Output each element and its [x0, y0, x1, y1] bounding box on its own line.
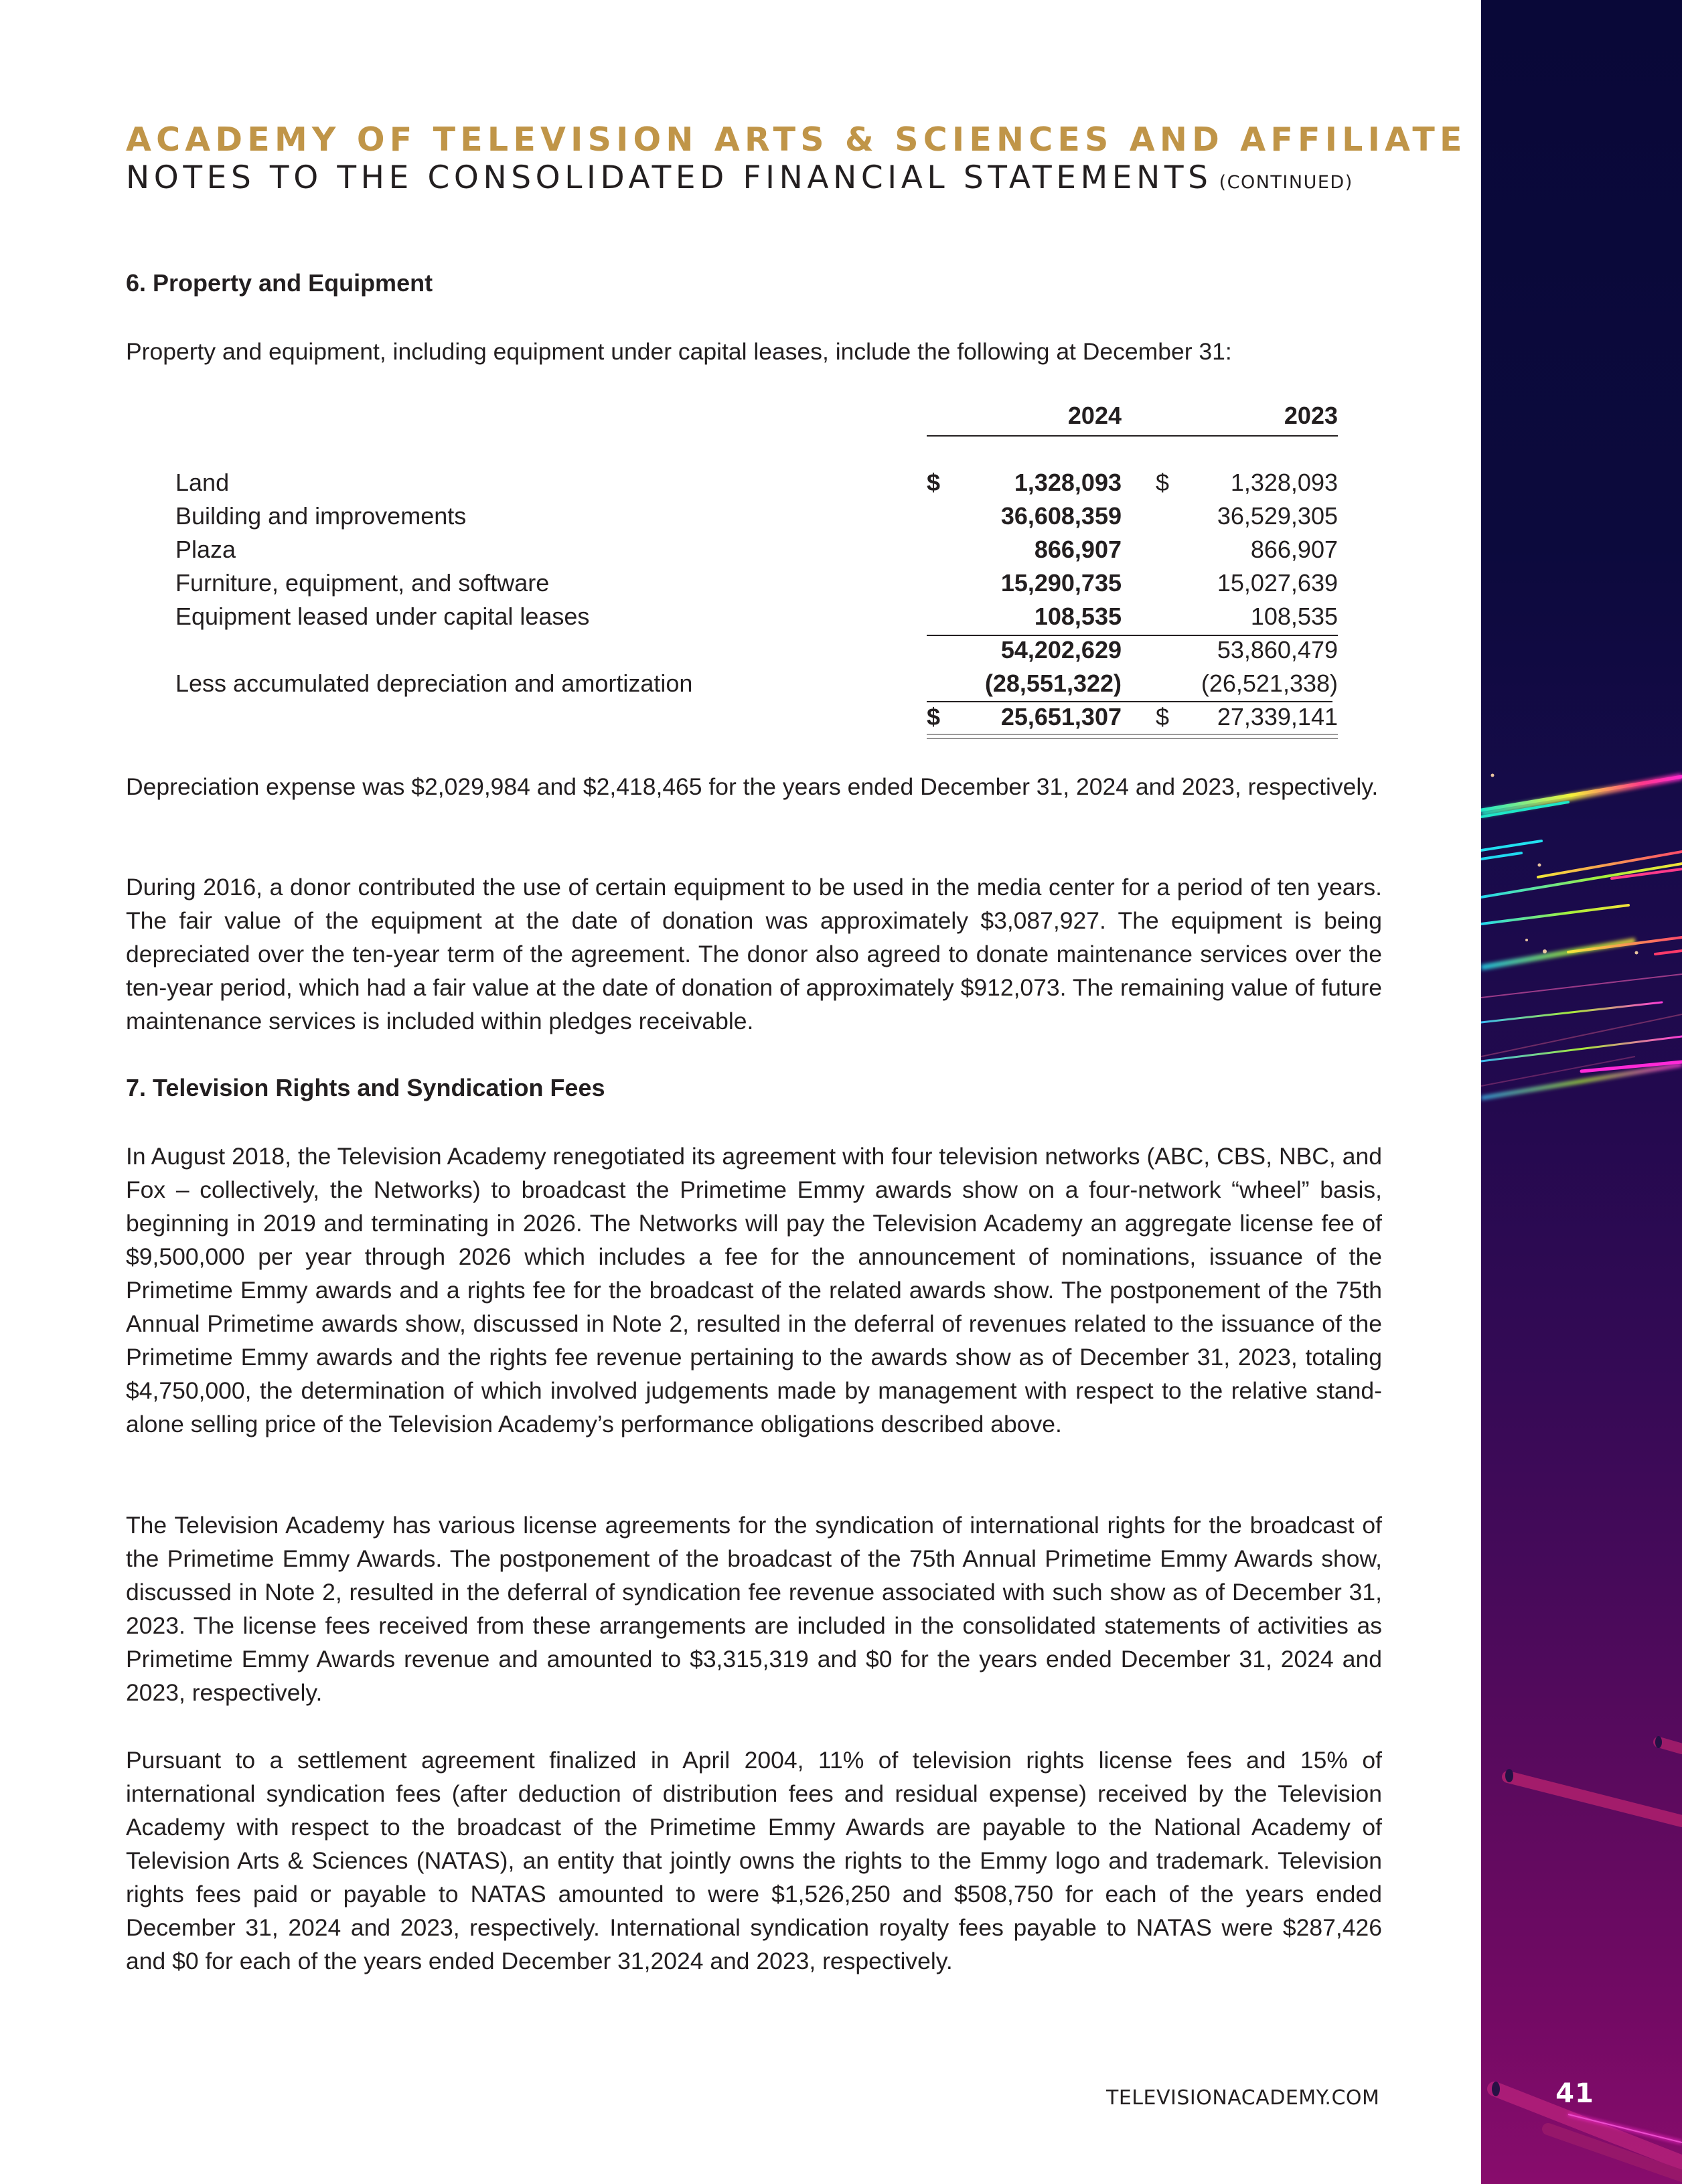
row-label: Building and improvements — [175, 502, 467, 530]
header-rule — [927, 435, 1338, 437]
page-title-text: NOTES TO THE CONSOLIDATED FINANCIAL STATEMENTS — [126, 159, 1213, 196]
currency-2024: $ — [927, 703, 941, 730]
footer-website: TELEVISIONACADEMY.COM — [1106, 2086, 1380, 2110]
value-2024: 15,290,735 — [1000, 569, 1122, 597]
column-header-2023: 2023 — [1284, 402, 1338, 429]
table-header-row — [126, 399, 1351, 433]
value-2023: 866,907 — [1250, 536, 1338, 563]
table-row — [126, 499, 1351, 533]
value-2024: 108,535 — [1034, 603, 1122, 630]
page-number: 41 — [1555, 2078, 1594, 2109]
table-row — [126, 667, 1351, 700]
value-2023: 15,027,639 — [1217, 569, 1338, 597]
row-label: Furniture, equipment, and software — [175, 569, 550, 597]
neon-light-streaks-graphic — [1481, 0, 1682, 2184]
value-2024: (28,551,322) — [984, 670, 1122, 697]
value-2023: (26,521,338) — [1201, 670, 1338, 697]
currency-2024: $ — [927, 469, 941, 496]
row-label: Plaza — [175, 536, 236, 563]
table-row — [126, 466, 1351, 499]
value-2023: 1,328,093 — [1230, 469, 1338, 496]
currency-2023: $ — [1156, 469, 1170, 496]
value-2023: 36,529,305 — [1217, 502, 1338, 530]
page-title — [126, 159, 1353, 196]
column-header-2024: 2024 — [1067, 402, 1122, 429]
value-2024: 54,202,629 — [1000, 636, 1122, 664]
value-2024: 36,608,359 — [1000, 502, 1122, 530]
table-row — [126, 566, 1351, 600]
row-label: Equipment leased under capital leases — [175, 603, 590, 630]
currency-2023: $ — [1156, 703, 1170, 730]
syndication-paragraph: The Television Academy has various license agreements for the syndication of international rights for the broadcast of the Primetime Emmy Awards. The postponement of the broadcast of the 75th Annual Primetime Emmy Awards show, discussed in Note 2, resulted in the deferral of syndication fee revenue associated with such show as of December 31, 2023. The license fees received from these arrangements are included in the consolidated statements of activities as Primetime Emmy Awards revenue and amounted to $3,315,319 and $0 for the years ended December 31, 2024 and 2023, respectively. — [126, 1512, 1382, 1706]
table-row — [126, 600, 1351, 633]
network-agreement-paragraph: In August 2018, the Television Academy renegotiated its agreement with four television networks (ABC, CBS, NBC, and Fox – collectively, the Networks) to broadcast the Primetime Emmy awards show on a four-network “wheel” basis, beginning in 2019 and terminating in 2026. The Networks will pay the Television Academy an aggregate license fee of $9,500,000 per year through 2026 which includes a fee for the announcement of nominations, issuance of the Primetime Emmy awards and a rights fee for the broadcast of the related awards show. The postponement of the 75th Annual Primetime awards show, discussed in Note 2, resulted in the deferral of revenues related to the issuance of the Primetime Emmy awards and the rights fee revenue pertaining to the awards show as of December 31, 2023, totaling $4,750,000, the determination of which involved judgements made by management with respect to the relative stand-alone selling price of the Television Academy’s performance obligations described above. — [126, 1143, 1382, 1437]
row-label: Less accumulated depreciation and amortization — [175, 670, 693, 697]
table-row-subtotal — [126, 633, 1351, 667]
table-row — [126, 533, 1351, 566]
decorative-side-panel — [1481, 0, 1682, 2184]
value-2024: 1,328,093 — [1014, 469, 1122, 496]
donor-equipment-paragraph: During 2016, a donor contributed the use of certain equipment to be used in the media center for a period of ten years. The fair value of the equipment at the date of donation was approximately $3,087,927. The equipment is being depreciated over the ten-year term of the agreement. The donor also agreed to donate maintenance services over the ten-year period, which had a fair value at the date of donation of approximately $912,073. The remaining value of future maintenance services is included within pledges receivable. — [126, 874, 1382, 1034]
section-7-heading: 7. Television Rights and Syndication Fees — [126, 1074, 605, 1101]
value-2024: 25,651,307 — [1000, 703, 1122, 730]
value-2024: 866,907 — [1034, 536, 1122, 563]
row-label: Land — [175, 469, 230, 496]
value-2023: 53,860,479 — [1217, 636, 1338, 664]
table-row-total — [126, 700, 1351, 734]
value-2023: 108,535 — [1250, 603, 1338, 630]
section-6-heading: 6. Property and Equipment — [126, 269, 433, 297]
section-6-intro: Property and equipment, including equipment under capital leases, include the following at December 31: — [126, 338, 1232, 365]
continued-label: (CONTINUED) — [1219, 172, 1353, 193]
organization-title: ACADEMY OF TELEVISION ARTS & SCIENCES AND AFFILIATE — [126, 121, 1467, 159]
depreciation-paragraph: Depreciation expense was $2,029,984 and $2,418,465 for the years ended December 31, 2024 and 2023, respectively. — [126, 773, 1379, 800]
value-2023: 27,339,141 — [1217, 703, 1338, 730]
natas-settlement-paragraph: Pursuant to a settlement agreement finalized in April 2004, 11% of television rights license fees and 15% of international syndication fees (after deduction of distribution fees and residual expense) received by the Television Academy with respect to the broadcast of the Primetime Emmy Awards are payable to the National Academy of Television Arts & Sciences (NATAS), an entity that jointly owns the rights to the Emmy logo and trademark. Television rights fees paid or payable to NATAS amounted to were $1,526,250 and $508,750 for each of the years ended December 31, 2024 and 2023, respectively. International syndication royalty fees payable to NATAS were $287,426 and $0 for each of the years ended December 31,2024 and 2023, respectively. — [126, 1747, 1382, 1974]
